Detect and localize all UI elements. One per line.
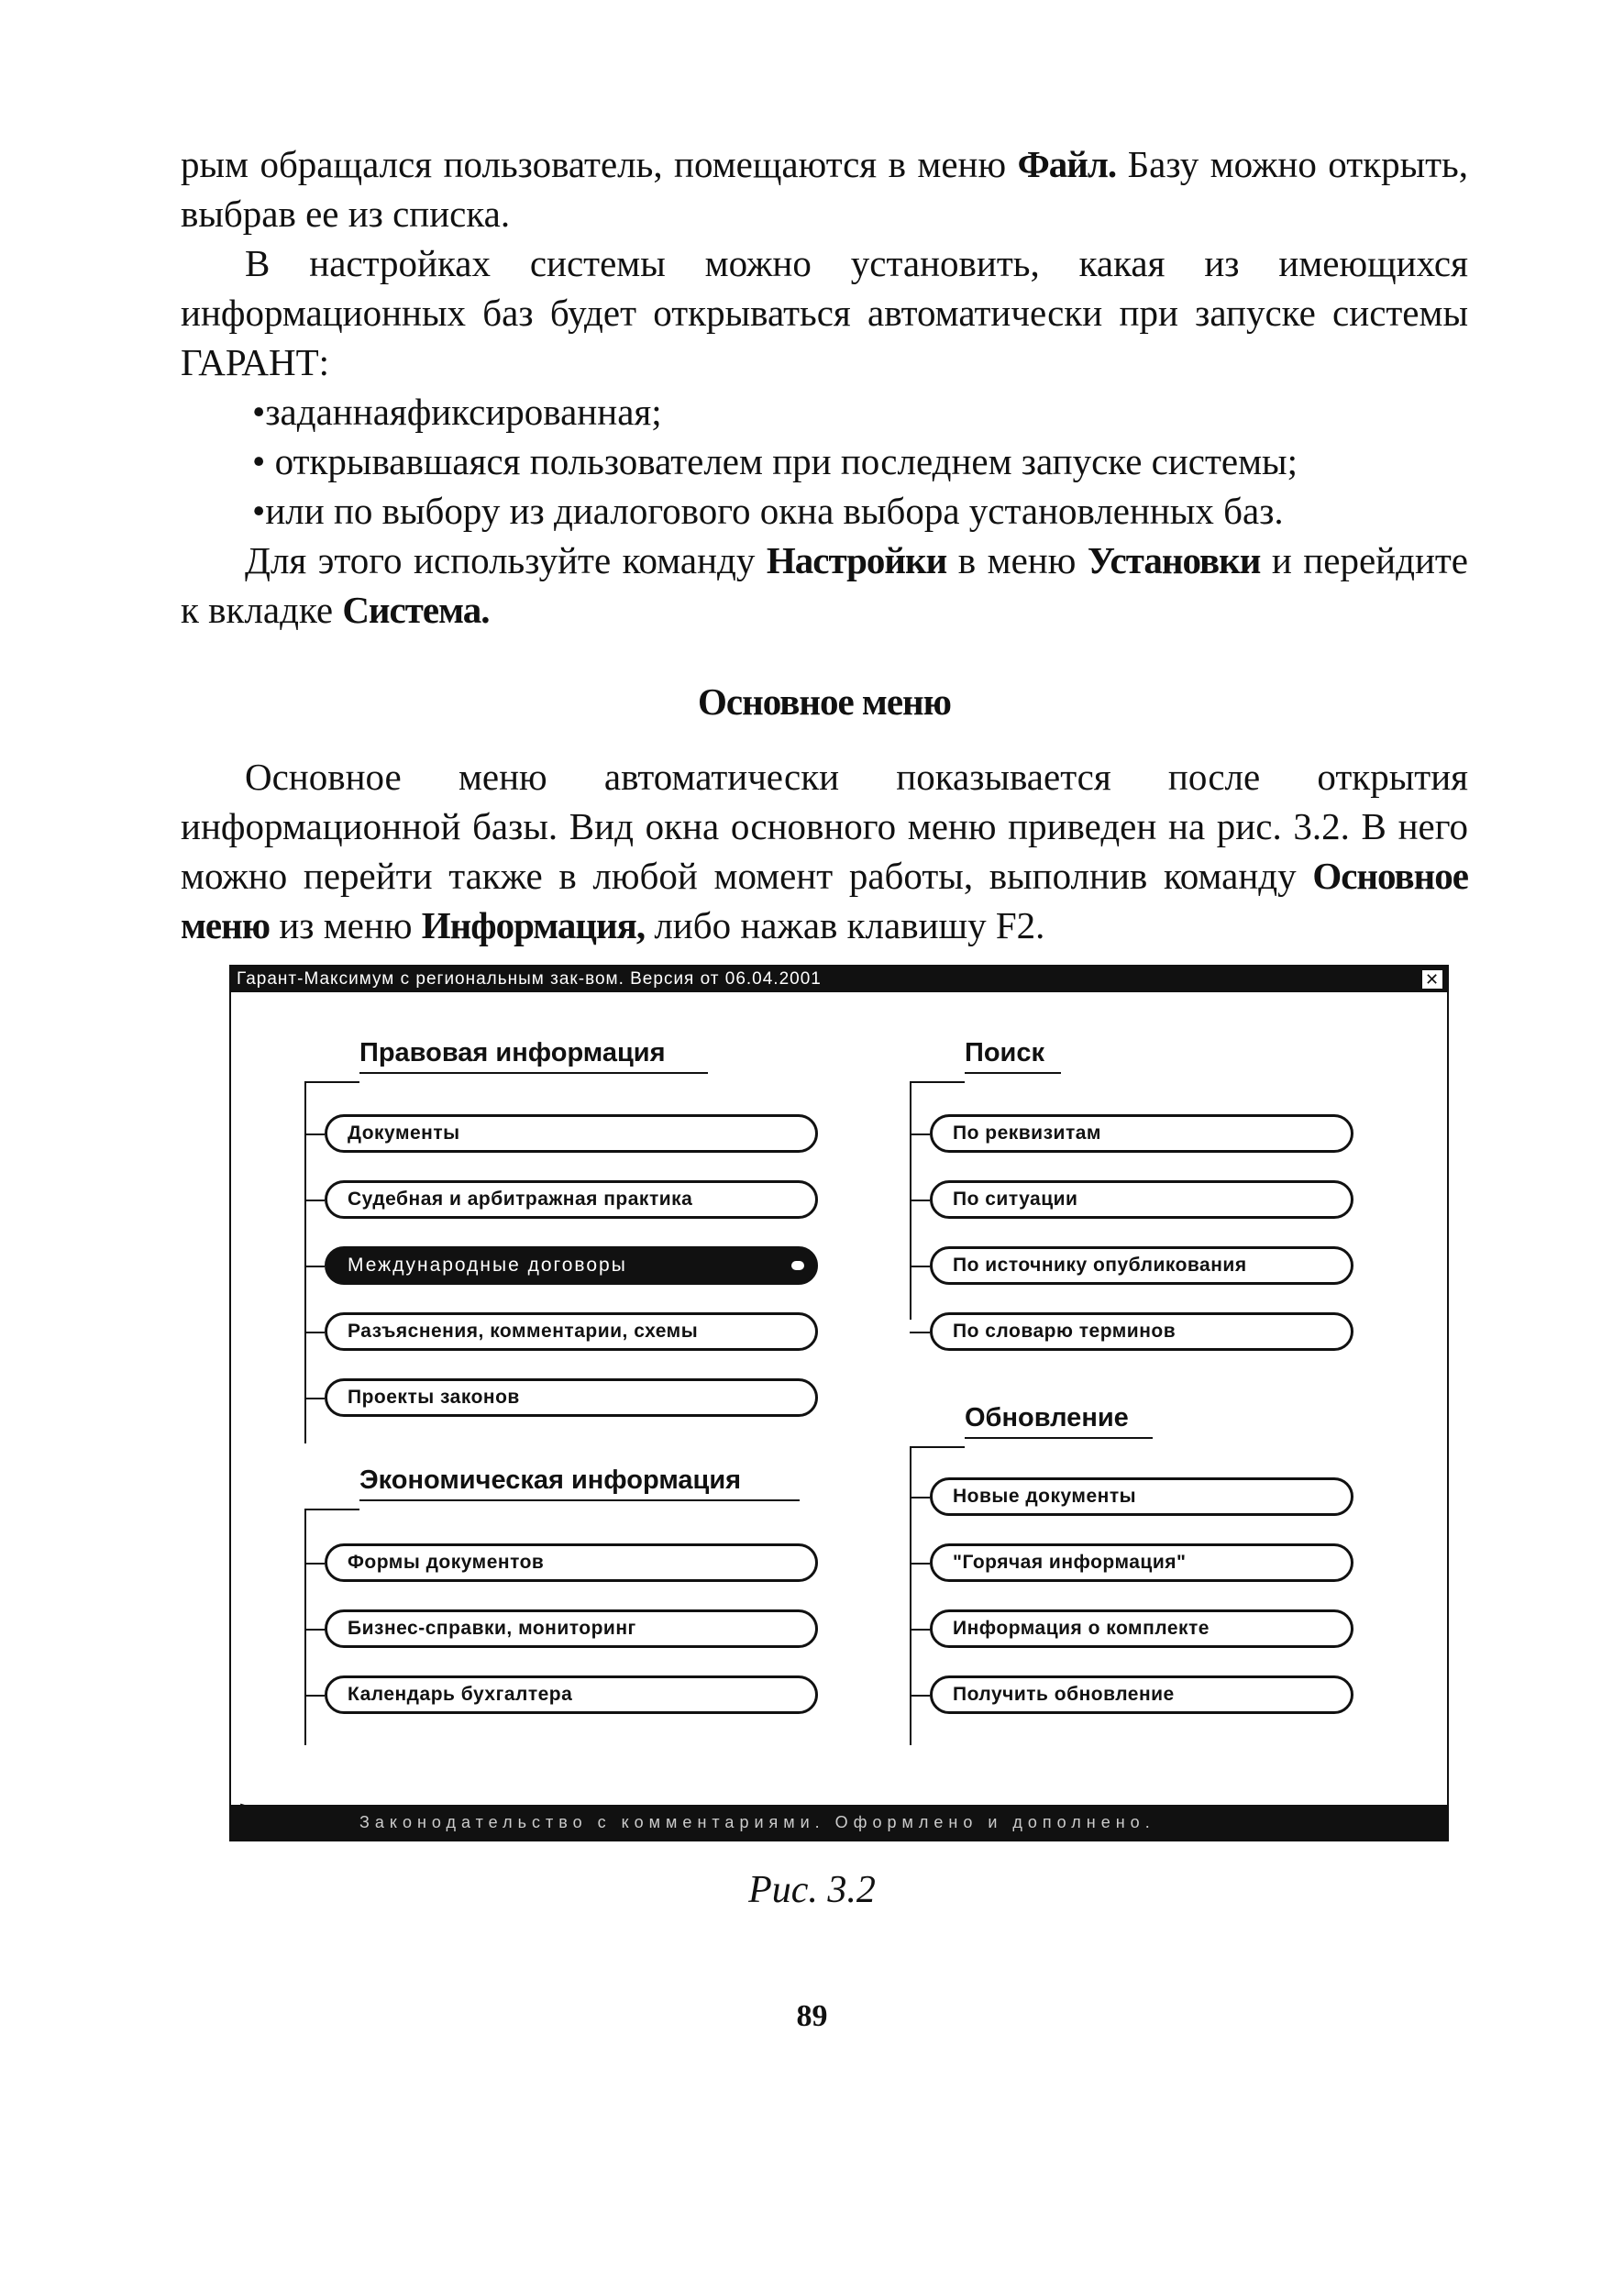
section-heading: Основное меню bbox=[698, 680, 951, 723]
tree-connector bbox=[304, 1133, 325, 1135]
menu-item-accountant-calendar[interactable]: Календарь бухгалтера bbox=[325, 1675, 818, 1714]
main-menu-window bbox=[229, 965, 1449, 1841]
menu-item-kit-information[interactable]: Информация о комплекте bbox=[930, 1609, 1353, 1648]
tree-connector bbox=[304, 1695, 325, 1697]
divider bbox=[965, 1437, 1153, 1439]
menu-item-new-documents[interactable]: Новые документы bbox=[930, 1477, 1353, 1516]
tree-connector bbox=[910, 1332, 930, 1333]
tree-connector bbox=[304, 1332, 325, 1333]
page-body bbox=[181, 139, 1468, 950]
menu-item-explanations[interactable]: Разъяснения, комментарии, схемы bbox=[325, 1312, 818, 1351]
menu-item-international-treaties[interactable] bbox=[325, 1246, 818, 1285]
divider bbox=[965, 1072, 1061, 1074]
paragraph-4 bbox=[181, 752, 1468, 950]
menu-item-court-practice[interactable]: Судебная и арбитражная практика bbox=[325, 1180, 818, 1219]
section-title-economic bbox=[359, 1465, 741, 1496]
section-title-update bbox=[965, 1403, 1129, 1433]
paragraph-2: В настройках системы можно установить, какая из имеющихся информационных баз будет открываться автоматически при запуске системы ГАРАНТ: bbox=[181, 242, 1468, 383]
menu-item-search-by-glossary[interactable]: По словарю терминов bbox=[930, 1312, 1353, 1351]
text-run: рым обращался пользователь, помещаются в меню bbox=[181, 143, 1018, 185]
menu-item-search-by-situation[interactable]: По ситуации bbox=[930, 1180, 1353, 1219]
command-ref-main-menu: Основное меню bbox=[181, 855, 1468, 946]
tree-connector bbox=[910, 1563, 930, 1565]
tree-connector bbox=[304, 1081, 306, 1443]
paragraph-1 bbox=[181, 139, 1468, 238]
menu-item-business-reports[interactable]: Бизнес-справки, мониторинг bbox=[325, 1609, 818, 1648]
menu-item-search-by-source[interactable]: По источнику опубликования bbox=[930, 1246, 1353, 1285]
bullet-1: •заданнаяфиксированная; bbox=[252, 391, 662, 433]
menu-ref-setup: Установки bbox=[1087, 539, 1261, 581]
menu-item-search-by-attributes[interactable]: По реквизитам bbox=[930, 1114, 1353, 1153]
divider bbox=[359, 1072, 708, 1074]
tree-connector bbox=[910, 1695, 930, 1697]
tree-connector bbox=[304, 1081, 359, 1083]
paragraph-3 bbox=[181, 536, 1468, 635]
text-run: из меню bbox=[270, 904, 422, 946]
tree-connector bbox=[910, 1200, 930, 1201]
menu-ref-file: Файл. bbox=[1017, 143, 1117, 185]
section-title-text: Правовая информация bbox=[359, 1038, 666, 1067]
menu-item-get-update[interactable]: Получить обновление bbox=[930, 1675, 1353, 1714]
menu-ref-information: Информация, bbox=[421, 904, 646, 946]
tab-ref-system: Система. bbox=[342, 589, 490, 631]
status-bar: Законодательство с комментариями. Оформлено и дополнено. bbox=[231, 1805, 1447, 1840]
section-title-text: Обновление bbox=[965, 1403, 1129, 1432]
section-title-text: Экономическая информация bbox=[359, 1465, 742, 1495]
tree-connector bbox=[910, 1446, 911, 1745]
tree-connector bbox=[910, 1629, 930, 1631]
tree-connector bbox=[910, 1081, 965, 1083]
command-ref-settings: Настройки bbox=[766, 539, 947, 581]
menu-item-hot-information[interactable]: "Горячая информация" bbox=[930, 1543, 1353, 1582]
text-run: Для этого используйте команду bbox=[245, 539, 767, 581]
section-title-text: Поиск bbox=[965, 1038, 1045, 1067]
tree-connector bbox=[304, 1398, 325, 1399]
bullet-2: • открывавшаяся пользователем при последнем запуске системы; bbox=[252, 440, 1298, 482]
menu-item-documents[interactable]: Документы bbox=[325, 1114, 818, 1153]
tree-connector bbox=[304, 1200, 325, 1201]
tree-connector bbox=[304, 1629, 325, 1631]
close-icon[interactable]: ✕ bbox=[1421, 969, 1443, 990]
menu-item-label: Международные договоры bbox=[348, 1255, 627, 1276]
text-run: Основное меню автоматически показывается после открытия информационной базы. Вид окна основного меню приведен на рис. 3.2. В него можно перейти также в любой момент работы, выполнив команду bbox=[181, 756, 1468, 897]
menu-item-draft-laws[interactable]: Проекты законов bbox=[325, 1378, 818, 1417]
tree-connector bbox=[304, 1563, 325, 1565]
tree-connector bbox=[304, 1509, 306, 1745]
selection-dot-icon bbox=[791, 1261, 804, 1270]
section-title-legal bbox=[359, 1038, 666, 1068]
divider bbox=[359, 1499, 800, 1501]
text-run: либо нажав клавишу F2. bbox=[645, 904, 1045, 946]
menu-item-document-forms[interactable]: Формы документов bbox=[325, 1543, 818, 1582]
text-run: в меню bbox=[946, 539, 1088, 581]
figure-caption: Рис. 3.2 bbox=[748, 1869, 876, 1911]
tree-connector bbox=[910, 1266, 930, 1267]
section-title-search bbox=[965, 1038, 1044, 1068]
window-title: Гарант-Максимум с региональным зак-вом. Версия от 06.04.2001 bbox=[237, 969, 822, 989]
text-run: Базу можно открыть, выбрав ее из списка. bbox=[181, 143, 1468, 235]
tree-connector bbox=[304, 1509, 359, 1510]
text-run: и перейдите к вкладке bbox=[181, 539, 1468, 631]
tree-connector bbox=[910, 1497, 930, 1498]
tree-connector bbox=[304, 1266, 325, 1267]
tree-connector bbox=[910, 1446, 965, 1448]
page-number: 89 bbox=[796, 1999, 828, 2033]
window-titlebar bbox=[231, 967, 1447, 992]
tree-connector bbox=[910, 1133, 930, 1135]
bullet-3: •или по выбору из диалогового окна выбора установленных баз. bbox=[252, 490, 1284, 532]
